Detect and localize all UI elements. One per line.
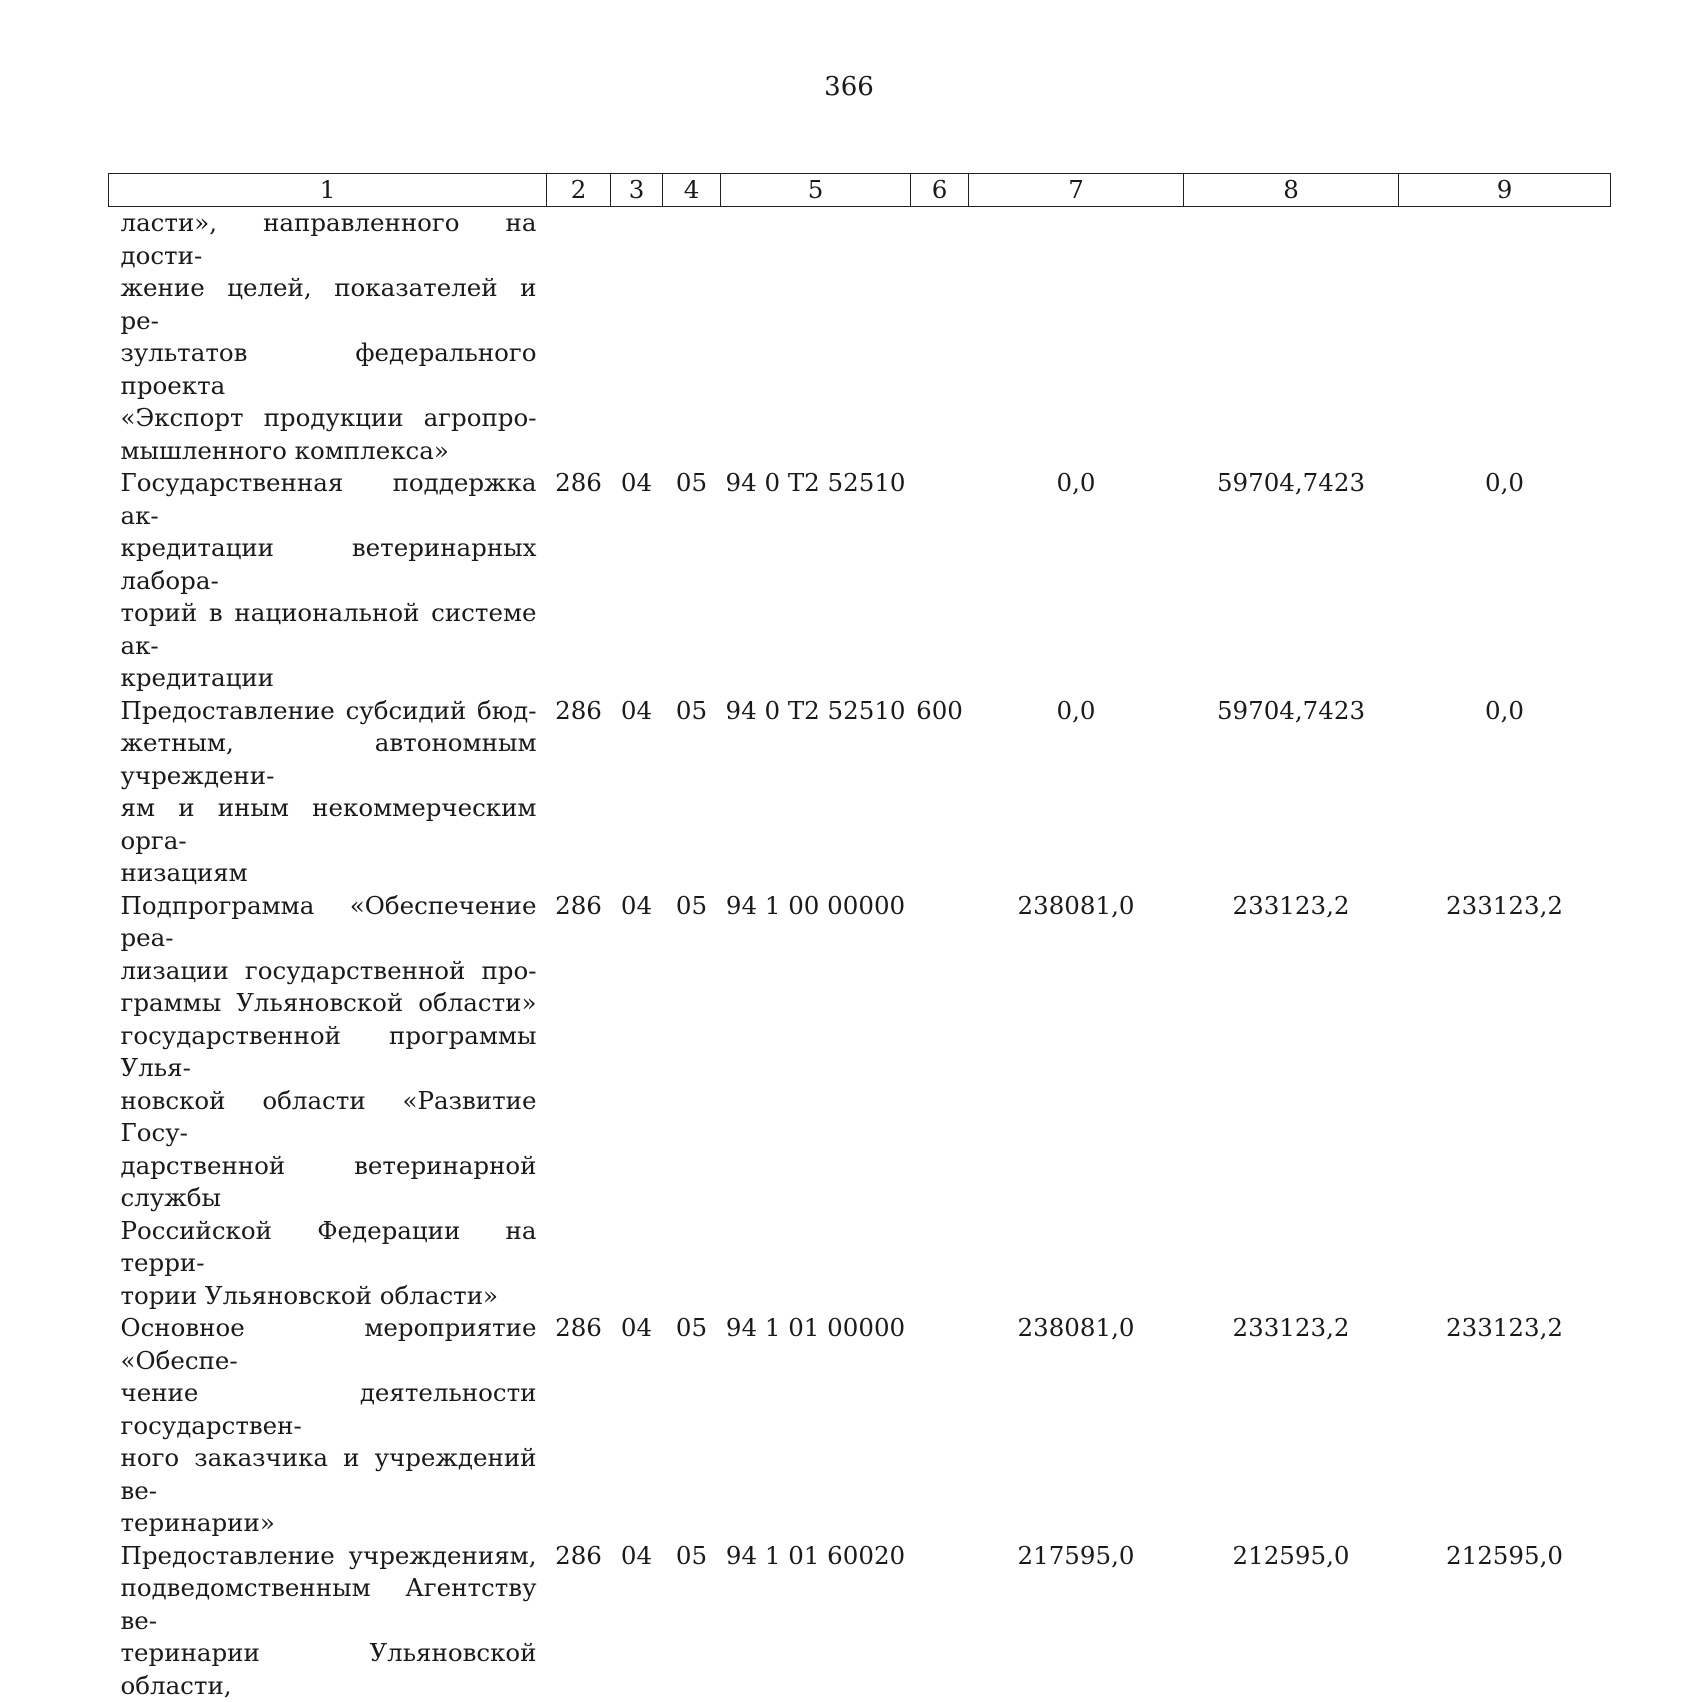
row-value-c3: 04 — [611, 695, 663, 890]
description-line: Подпрограмма «Обеспечение реа- — [121, 890, 537, 955]
row-value-c2: 286 — [547, 1540, 611, 1702]
table-row — [109, 890, 1611, 1313]
column-header: 6 — [911, 174, 969, 207]
row-description — [109, 467, 547, 695]
row-description — [109, 1540, 547, 1702]
row-value-c3 — [611, 207, 663, 468]
row-value-c3: 04 — [611, 890, 663, 1313]
row-value-c7: 0,0 — [969, 467, 1184, 695]
row-value-c9: 233123,2 — [1399, 890, 1611, 1313]
description-line: кредитации — [121, 662, 537, 695]
row-value-c2: 286 — [547, 1312, 611, 1540]
row-value-c7: 0,0 — [969, 695, 1184, 890]
row-value-c7: 217595,0 — [969, 1540, 1184, 1702]
table-row — [109, 695, 1611, 890]
row-value-c2 — [547, 207, 611, 468]
description-line: граммы Ульяновской области» — [121, 987, 537, 1020]
column-number-header-row — [109, 174, 1611, 207]
row-value-c2: 286 — [547, 890, 611, 1313]
column-header: 9 — [1399, 174, 1611, 207]
row-value-c7: 238081,0 — [969, 890, 1184, 1313]
row-value-c6 — [911, 890, 969, 1313]
row-value-c5: 94 0 T2 52510 — [721, 467, 911, 695]
description-line: мышленного комплекса» — [121, 435, 537, 468]
row-value-c2: 286 — [547, 467, 611, 695]
description-line: лизации государственной про- — [121, 955, 537, 988]
row-value-c5 — [721, 207, 911, 468]
row-value-c2: 286 — [547, 695, 611, 890]
column-header: 5 — [721, 174, 911, 207]
description-line: жение целей, показателей и ре- — [121, 272, 537, 337]
row-value-c4: 05 — [663, 1540, 721, 1702]
row-value-c6: 600 — [911, 695, 969, 890]
row-value-c8: 233123,2 — [1184, 1312, 1399, 1540]
page-number: 366 — [0, 72, 1698, 102]
table-row — [109, 1540, 1611, 1702]
row-description — [109, 890, 547, 1313]
description-line: теринарии Ульяновской области, — [121, 1637, 537, 1702]
column-header: 3 — [611, 174, 663, 207]
row-description — [109, 695, 547, 890]
row-value-c6 — [911, 467, 969, 695]
row-value-c9: 0,0 — [1399, 467, 1611, 695]
row-value-c7 — [969, 207, 1184, 468]
row-value-c5: 94 1 00 00000 — [721, 890, 911, 1313]
table-row — [109, 1312, 1611, 1540]
description-line: теринарии» — [121, 1507, 537, 1540]
row-value-c5: 94 1 01 00000 — [721, 1312, 911, 1540]
description-line: ного заказчика и учреждений ве- — [121, 1442, 537, 1507]
description-line: низациям — [121, 857, 537, 890]
description-line: торий в национальной системе ак- — [121, 597, 537, 662]
row-value-c8 — [1184, 207, 1399, 468]
description-line: подведомственным Агентству ве- — [121, 1572, 537, 1637]
row-value-c3: 04 — [611, 467, 663, 695]
column-header: 4 — [663, 174, 721, 207]
row-value-c4: 05 — [663, 695, 721, 890]
row-value-c5: 94 0 T2 52510 — [721, 695, 911, 890]
row-value-c6 — [911, 1312, 969, 1540]
row-value-c8: 233123,2 — [1184, 890, 1399, 1313]
row-value-c5: 94 1 01 60020 — [721, 1540, 911, 1702]
column-header: 1 — [109, 174, 547, 207]
row-value-c3: 04 — [611, 1312, 663, 1540]
row-value-c9: 0,0 — [1399, 695, 1611, 890]
description-line: дарственной ветеринарной службы — [121, 1150, 537, 1215]
budget-table — [108, 173, 1611, 1702]
table-row — [109, 467, 1611, 695]
row-value-c8: 59704,7423 — [1184, 695, 1399, 890]
description-line: Предоставление субсидий бюд- — [121, 695, 537, 728]
row-value-c6 — [911, 1540, 969, 1702]
description-line: ям и иным некоммерческим орга- — [121, 792, 537, 857]
row-value-c4 — [663, 207, 721, 468]
column-header: 2 — [547, 174, 611, 207]
column-header: 7 — [969, 174, 1184, 207]
description-line: новской области «Развитие Госу- — [121, 1085, 537, 1150]
row-value-c4: 05 — [663, 1312, 721, 1540]
table-row — [109, 207, 1611, 468]
row-value-c6 — [911, 207, 969, 468]
row-value-c9 — [1399, 207, 1611, 468]
description-line: Государственная поддержка ак- — [121, 467, 537, 532]
description-line: зультатов федерального проекта — [121, 337, 537, 402]
description-line: Основное мероприятие «Обеспе- — [121, 1312, 537, 1377]
description-line: Российской Федерации на терри- — [121, 1215, 537, 1280]
row-value-c9: 233123,2 — [1399, 1312, 1611, 1540]
column-header: 8 — [1184, 174, 1399, 207]
row-description — [109, 1312, 547, 1540]
row-description — [109, 207, 547, 468]
description-line: государственной программы Улья- — [121, 1020, 537, 1085]
description-line: Предоставление учреждениям, — [121, 1540, 537, 1573]
row-value-c3: 04 — [611, 1540, 663, 1702]
row-value-c4: 05 — [663, 467, 721, 695]
description-line: кредитации ветеринарных лабора- — [121, 532, 537, 597]
description-line: ласти», направленного на дости- — [121, 207, 537, 272]
description-line: чение деятельности государствен- — [121, 1377, 537, 1442]
row-value-c7: 238081,0 — [969, 1312, 1184, 1540]
description-line: тории Ульяновской области» — [121, 1280, 537, 1313]
row-value-c8: 59704,7423 — [1184, 467, 1399, 695]
row-value-c9: 212595,0 — [1399, 1540, 1611, 1702]
description-line: «Экспорт продукции агропро- — [121, 402, 537, 435]
row-value-c8: 212595,0 — [1184, 1540, 1399, 1702]
description-line: жетным, автономным учреждени- — [121, 727, 537, 792]
row-value-c4: 05 — [663, 890, 721, 1313]
